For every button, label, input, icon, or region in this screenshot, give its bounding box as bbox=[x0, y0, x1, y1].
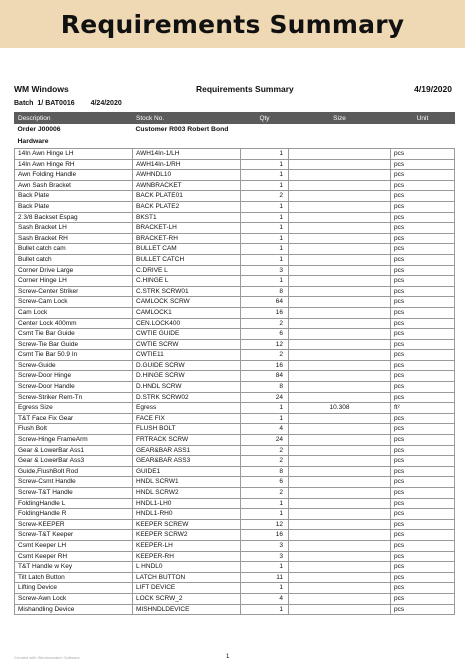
cell-qty: 6 bbox=[241, 329, 289, 340]
cell-unit: pcs bbox=[391, 191, 455, 202]
cell-stock-no: BULLET CAM bbox=[133, 244, 241, 255]
table-row bbox=[15, 286, 455, 297]
cell-size bbox=[289, 170, 391, 181]
cell-stock-no: HNDL SCRW1 bbox=[133, 477, 241, 488]
table-row bbox=[15, 191, 455, 202]
cell-qty: 16 bbox=[241, 307, 289, 318]
cell-stock-no: MISHNDLDEVICE bbox=[133, 604, 241, 615]
table-row bbox=[15, 498, 455, 509]
cell-unit: pcs bbox=[391, 562, 455, 573]
cell-unit: pcs bbox=[391, 360, 455, 371]
cell-unit: pcs bbox=[391, 350, 455, 361]
cell-size bbox=[289, 456, 391, 467]
cell-stock-no: GUIDE1 bbox=[133, 466, 241, 477]
cell-unit: pcs bbox=[391, 392, 455, 403]
cell-unit: pcs bbox=[391, 509, 455, 520]
cell-unit: pcs bbox=[391, 170, 455, 181]
cell-description: Csmt Tie Bar Guide bbox=[15, 329, 133, 340]
table-row bbox=[15, 392, 455, 403]
cell-description: 14In Awn Hinge RH bbox=[15, 159, 133, 170]
cell-unit: pcs bbox=[391, 223, 455, 234]
cell-unit: ft² bbox=[391, 403, 455, 414]
cell-unit: pcs bbox=[391, 318, 455, 329]
cell-qty: 84 bbox=[241, 371, 289, 382]
cell-description: Screw-Door Hinge bbox=[15, 371, 133, 382]
cell-stock-no: CWTIE GUIDE bbox=[133, 329, 241, 340]
cell-size bbox=[289, 201, 391, 212]
cell-stock-no: CWTIE11 bbox=[133, 350, 241, 361]
cell-size bbox=[289, 382, 391, 393]
cell-qty: 16 bbox=[241, 360, 289, 371]
cell-unit: pcs bbox=[391, 435, 455, 446]
cell-description: Corner Drive Large bbox=[15, 265, 133, 276]
cell-description: Guide,FlushBolt Rod bbox=[15, 466, 133, 477]
cell-unit: pcs bbox=[391, 540, 455, 551]
table-row bbox=[15, 360, 455, 371]
cell-stock-no: CWTIE SCRW bbox=[133, 339, 241, 350]
table-row bbox=[15, 339, 455, 350]
cell-size bbox=[289, 307, 391, 318]
table-row bbox=[15, 435, 455, 446]
cell-qty: 1 bbox=[241, 170, 289, 181]
cell-qty: 24 bbox=[241, 392, 289, 403]
order-row bbox=[15, 124, 455, 137]
cell-description: Screw-Tie Bar Guide bbox=[15, 339, 133, 350]
cell-stock-no: KEEPER-LH bbox=[133, 540, 241, 551]
cell-size bbox=[289, 276, 391, 287]
banner-title: Requirements Summary bbox=[60, 9, 405, 39]
cell-unit: pcs bbox=[391, 456, 455, 467]
cell-stock-no: GEAR&BAR ASS1 bbox=[133, 445, 241, 456]
table-row bbox=[15, 572, 455, 583]
cell-description: Screw-Door Handle bbox=[15, 382, 133, 393]
cell-qty: 1 bbox=[241, 244, 289, 255]
cell-stock-no: HNDL SCRW2 bbox=[133, 488, 241, 499]
table-row bbox=[15, 593, 455, 604]
cell-qty: 3 bbox=[241, 540, 289, 551]
cell-unit: pcs bbox=[391, 276, 455, 287]
cell-description: FoldingHandle R bbox=[15, 509, 133, 520]
cell-qty: 24 bbox=[241, 435, 289, 446]
cell-qty: 16 bbox=[241, 530, 289, 541]
cell-unit: pcs bbox=[391, 445, 455, 456]
cell-qty: 12 bbox=[241, 339, 289, 350]
cell-size bbox=[289, 233, 391, 244]
table-row bbox=[15, 488, 455, 499]
cell-description: Mishandling Device bbox=[15, 604, 133, 615]
table-row bbox=[15, 466, 455, 477]
table-row bbox=[15, 159, 455, 170]
table-row bbox=[15, 413, 455, 424]
cell-description: Screw-Awn Lock bbox=[15, 593, 133, 604]
cell-qty: 1 bbox=[241, 403, 289, 414]
cell-unit: pcs bbox=[391, 572, 455, 583]
table-row bbox=[15, 350, 455, 361]
cell-size bbox=[289, 244, 391, 255]
table-row bbox=[15, 254, 455, 265]
table-row bbox=[15, 562, 455, 573]
cell-description: Cam Lock bbox=[15, 307, 133, 318]
cell-size bbox=[289, 488, 391, 499]
cell-description: 2 3/8 Backset Espag bbox=[15, 212, 133, 223]
cell-stock-no: L HNDL0 bbox=[133, 562, 241, 573]
report-title: Requirements Summary bbox=[196, 84, 294, 94]
cell-stock-no: LOCK SCRW_2 bbox=[133, 593, 241, 604]
cell-qty: 2 bbox=[241, 488, 289, 499]
cell-stock-no: CEN.LOCK400 bbox=[133, 318, 241, 329]
batch-info bbox=[14, 98, 454, 112]
cell-size bbox=[289, 392, 391, 403]
cell-description: 14In Awn Hinge LH bbox=[15, 149, 133, 160]
cell-description: Bullet catch bbox=[15, 254, 133, 265]
cell-unit: pcs bbox=[391, 329, 455, 340]
cell-qty: 2 bbox=[241, 318, 289, 329]
cell-stock-no: FRTRACK SCRW bbox=[133, 435, 241, 446]
cell-qty: 1 bbox=[241, 233, 289, 244]
cell-unit: pcs bbox=[391, 424, 455, 435]
customer-label: Customer bbox=[135, 126, 168, 134]
table-header bbox=[15, 113, 455, 124]
table-row bbox=[15, 212, 455, 223]
cell-description: T&T Handle w Key bbox=[15, 562, 133, 573]
col-unit: Unit bbox=[391, 113, 455, 124]
cell-stock-no: AWNBRACKET bbox=[133, 180, 241, 191]
col-qty: Qty bbox=[241, 113, 289, 124]
cell-unit: pcs bbox=[391, 593, 455, 604]
cell-unit: pcs bbox=[391, 530, 455, 541]
cell-qty: 1 bbox=[241, 223, 289, 234]
cell-size bbox=[289, 339, 391, 350]
cell-stock-no: C.DRIVE L bbox=[133, 265, 241, 276]
batch-value: 1/ BAT0016 bbox=[37, 100, 75, 107]
cell-size bbox=[289, 180, 391, 191]
cell-qty: 1 bbox=[241, 180, 289, 191]
cell-size bbox=[289, 265, 391, 276]
table-row bbox=[15, 371, 455, 382]
cell-size bbox=[289, 191, 391, 202]
report-page bbox=[14, 84, 454, 615]
cell-stock-no: Egress bbox=[133, 403, 241, 414]
cell-description: Flush Bolt bbox=[15, 424, 133, 435]
cell-unit: pcs bbox=[391, 254, 455, 265]
table-row bbox=[15, 180, 455, 191]
order-label: Order bbox=[17, 126, 37, 134]
cell-stock-no: BACK PLATE2 bbox=[133, 201, 241, 212]
cell-size bbox=[289, 498, 391, 509]
table-row bbox=[15, 551, 455, 562]
cell-unit: pcs bbox=[391, 244, 455, 255]
company-name: WM Windows bbox=[14, 84, 69, 94]
table-row bbox=[15, 477, 455, 488]
cell-size bbox=[289, 445, 391, 456]
cell-stock-no: CAMLOCK SCRW bbox=[133, 297, 241, 308]
cell-description: Screw-Csmt Handle bbox=[15, 477, 133, 488]
cell-description: Gear & LowerBar Ass1 bbox=[15, 445, 133, 456]
title-banner bbox=[0, 0, 465, 48]
table-row bbox=[15, 445, 455, 456]
cell-description: Corner Hinge LH bbox=[15, 276, 133, 287]
cell-stock-no: BKST1 bbox=[133, 212, 241, 223]
cell-stock-no: AWH14In-1/LH bbox=[133, 149, 241, 160]
order-cell bbox=[15, 124, 133, 137]
col-size: Size bbox=[289, 113, 391, 124]
cell-size bbox=[289, 540, 391, 551]
cell-qty: 1 bbox=[241, 583, 289, 594]
cell-description: Sash Bracket RH bbox=[15, 233, 133, 244]
requirements-table bbox=[14, 112, 455, 615]
cell-qty: 6 bbox=[241, 477, 289, 488]
table-row bbox=[15, 201, 455, 212]
cell-stock-no: AWH14In-1/RH bbox=[133, 159, 241, 170]
batch-date: 4/24/2020 bbox=[90, 100, 122, 107]
cell-qty: 8 bbox=[241, 382, 289, 393]
table-row bbox=[15, 244, 455, 255]
group-row bbox=[15, 137, 455, 149]
cell-unit: pcs bbox=[391, 159, 455, 170]
cell-description: Back Plate bbox=[15, 191, 133, 202]
page-number: 1 bbox=[226, 654, 230, 660]
cell-size bbox=[289, 149, 391, 160]
cell-stock-no: D.HNDL SCRW bbox=[133, 382, 241, 393]
cell-qty: 11 bbox=[241, 572, 289, 583]
cell-qty: 3 bbox=[241, 265, 289, 276]
cell-stock-no: D.HINGE SCRW bbox=[133, 371, 241, 382]
cell-stock-no: BACK PLATE01 bbox=[133, 191, 241, 202]
table-row bbox=[15, 540, 455, 551]
cell-description: Awn Folding Handle bbox=[15, 170, 133, 181]
cell-unit: pcs bbox=[391, 212, 455, 223]
cell-unit: pcs bbox=[391, 413, 455, 424]
cell-size bbox=[289, 466, 391, 477]
col-stock-no: Stock No. bbox=[133, 113, 241, 124]
cell-unit: pcs bbox=[391, 286, 455, 297]
cell-stock-no: BULLET CATCH bbox=[133, 254, 241, 265]
cell-stock-no: AWHNDL10 bbox=[133, 170, 241, 181]
cell-stock-no: LATCH BUTTON bbox=[133, 572, 241, 583]
cell-unit: pcs bbox=[391, 265, 455, 276]
cell-description: Csmt Keeper RH bbox=[15, 551, 133, 562]
cell-size bbox=[289, 360, 391, 371]
cell-size bbox=[289, 477, 391, 488]
cell-unit: pcs bbox=[391, 466, 455, 477]
cell-qty: 1 bbox=[241, 201, 289, 212]
cell-unit: pcs bbox=[391, 583, 455, 594]
cell-unit: pcs bbox=[391, 382, 455, 393]
cell-description: Screw-Center Striker bbox=[15, 286, 133, 297]
cell-description: Tilt Latch Button bbox=[15, 572, 133, 583]
cell-qty: 2 bbox=[241, 191, 289, 202]
cell-stock-no: LIFT DEVICE bbox=[133, 583, 241, 594]
cell-description: Bullet catch cam bbox=[15, 244, 133, 255]
cell-size bbox=[289, 223, 391, 234]
cell-qty: 1 bbox=[241, 498, 289, 509]
cell-qty: 1 bbox=[241, 604, 289, 615]
report-header bbox=[14, 84, 454, 98]
table-row bbox=[15, 276, 455, 287]
table-row bbox=[15, 382, 455, 393]
cell-description: Back Plate bbox=[15, 201, 133, 212]
col-description: Description bbox=[15, 113, 133, 124]
cell-size bbox=[289, 583, 391, 594]
cell-description: Egress Size bbox=[15, 403, 133, 414]
table-row bbox=[15, 403, 455, 414]
cell-qty: 1 bbox=[241, 254, 289, 265]
customer-name: R003 Robert Bond bbox=[169, 126, 229, 134]
cell-size bbox=[289, 604, 391, 615]
cell-size bbox=[289, 509, 391, 520]
cell-description: Center Lock 400mm bbox=[15, 318, 133, 329]
cell-stock-no: D.STRK SCRW02 bbox=[133, 392, 241, 403]
cell-qty: 1 bbox=[241, 212, 289, 223]
cell-size bbox=[289, 530, 391, 541]
cell-description: Lifting Device bbox=[15, 583, 133, 594]
cell-qty: 4 bbox=[241, 593, 289, 604]
cell-stock-no: FLUSH BOLT bbox=[133, 424, 241, 435]
cell-description: Csmt Keeper LH bbox=[15, 540, 133, 551]
cell-description: T&T Face Fix Gear bbox=[15, 413, 133, 424]
cell-size bbox=[289, 286, 391, 297]
cell-description: Awn Sash Bracket bbox=[15, 180, 133, 191]
cell-size bbox=[289, 212, 391, 223]
cell-size bbox=[289, 371, 391, 382]
cell-stock-no: D.GUIDE SCRW bbox=[133, 360, 241, 371]
cell-size bbox=[289, 562, 391, 573]
cell-unit: pcs bbox=[391, 371, 455, 382]
cell-description: Csmt Tie Bar 50.9 In bbox=[15, 350, 133, 361]
cell-unit: pcs bbox=[391, 604, 455, 615]
cell-unit: pcs bbox=[391, 477, 455, 488]
cell-stock-no: KEEPER SCRW2 bbox=[133, 530, 241, 541]
cell-stock-no: BRACKET-RH bbox=[133, 233, 241, 244]
cell-size bbox=[289, 424, 391, 435]
table-row bbox=[15, 307, 455, 318]
cell-description: Screw-Hinge FrameArm bbox=[15, 435, 133, 446]
cell-stock-no: KEEPER-RH bbox=[133, 551, 241, 562]
cell-qty: 2 bbox=[241, 456, 289, 467]
cell-description: Screw-Cam Lock bbox=[15, 297, 133, 308]
cell-stock-no: GEAR&BAR ASS3 bbox=[133, 456, 241, 467]
cell-qty: 12 bbox=[241, 519, 289, 530]
cell-unit: pcs bbox=[391, 551, 455, 562]
cell-size bbox=[289, 297, 391, 308]
cell-description: Gear & LowerBar Ass3 bbox=[15, 456, 133, 467]
table-row bbox=[15, 297, 455, 308]
cell-qty: 4 bbox=[241, 424, 289, 435]
cell-description: Screw-Striker Rem-Tn bbox=[15, 392, 133, 403]
cell-qty: 1 bbox=[241, 276, 289, 287]
cell-stock-no: FACE FIX bbox=[133, 413, 241, 424]
footer-note: Created with Windowmaker Software bbox=[14, 655, 80, 660]
batch-label: Batch bbox=[14, 100, 34, 107]
cell-description: Screw-Guide bbox=[15, 360, 133, 371]
cell-unit: pcs bbox=[391, 233, 455, 244]
cell-qty: 2 bbox=[241, 445, 289, 456]
cell-size: 10.308 bbox=[289, 403, 391, 414]
cell-size bbox=[289, 413, 391, 424]
cell-unit: pcs bbox=[391, 180, 455, 191]
cell-size bbox=[289, 551, 391, 562]
table-row bbox=[15, 170, 455, 181]
cell-description: Screw-T&T Keeper bbox=[15, 530, 133, 541]
cell-qty: 1 bbox=[241, 159, 289, 170]
cell-unit: pcs bbox=[391, 149, 455, 160]
cell-unit: pcs bbox=[391, 488, 455, 499]
group-label: Hardware bbox=[17, 138, 49, 146]
cell-description: Sash Bracket LH bbox=[15, 223, 133, 234]
cell-description: Screw-KEEPER bbox=[15, 519, 133, 530]
cell-size bbox=[289, 519, 391, 530]
table-row bbox=[15, 509, 455, 520]
cell-size bbox=[289, 329, 391, 340]
cell-stock-no: KEEPER SCREW bbox=[133, 519, 241, 530]
table-row bbox=[15, 519, 455, 530]
cell-description: FoldingHandle L bbox=[15, 498, 133, 509]
cell-unit: pcs bbox=[391, 201, 455, 212]
cell-qty: 1 bbox=[241, 509, 289, 520]
cell-qty: 1 bbox=[241, 149, 289, 160]
cell-stock-no: C.STRK SCRW01 bbox=[133, 286, 241, 297]
cell-stock-no: C.HINGE L bbox=[133, 276, 241, 287]
cell-unit: pcs bbox=[391, 297, 455, 308]
cell-description: Screw-T&T Handle bbox=[15, 488, 133, 499]
table-row bbox=[15, 530, 455, 541]
cell-unit: pcs bbox=[391, 307, 455, 318]
report-date: 4/19/2020 bbox=[414, 84, 452, 94]
table-row bbox=[15, 424, 455, 435]
cell-unit: pcs bbox=[391, 519, 455, 530]
cell-qty: 8 bbox=[241, 466, 289, 477]
cell-qty: 1 bbox=[241, 413, 289, 424]
cell-qty: 2 bbox=[241, 350, 289, 361]
cell-qty: 1 bbox=[241, 562, 289, 573]
table-row bbox=[15, 604, 455, 615]
table-row bbox=[15, 265, 455, 276]
customer-cell bbox=[133, 124, 455, 137]
table-row bbox=[15, 223, 455, 234]
cell-size bbox=[289, 435, 391, 446]
cell-qty: 8 bbox=[241, 286, 289, 297]
table-row bbox=[15, 456, 455, 467]
cell-size bbox=[289, 159, 391, 170]
table-row bbox=[15, 233, 455, 244]
cell-size bbox=[289, 572, 391, 583]
cell-unit: pcs bbox=[391, 339, 455, 350]
cell-size bbox=[289, 593, 391, 604]
cell-unit: pcs bbox=[391, 498, 455, 509]
cell-qty: 3 bbox=[241, 551, 289, 562]
cell-qty: 64 bbox=[241, 297, 289, 308]
table-row bbox=[15, 318, 455, 329]
cell-size bbox=[289, 254, 391, 265]
cell-stock-no: HNDL1-LH0 bbox=[133, 498, 241, 509]
cell-stock-no: CAMLOCK1 bbox=[133, 307, 241, 318]
table-row bbox=[15, 329, 455, 340]
order-number: J00006 bbox=[37, 126, 61, 134]
cell-size bbox=[289, 350, 391, 361]
cell-stock-no: HNDL1-RH0 bbox=[133, 509, 241, 520]
cell-stock-no: BRACKET-LH bbox=[133, 223, 241, 234]
table-row bbox=[15, 583, 455, 594]
table-row bbox=[15, 149, 455, 160]
cell-size bbox=[289, 318, 391, 329]
